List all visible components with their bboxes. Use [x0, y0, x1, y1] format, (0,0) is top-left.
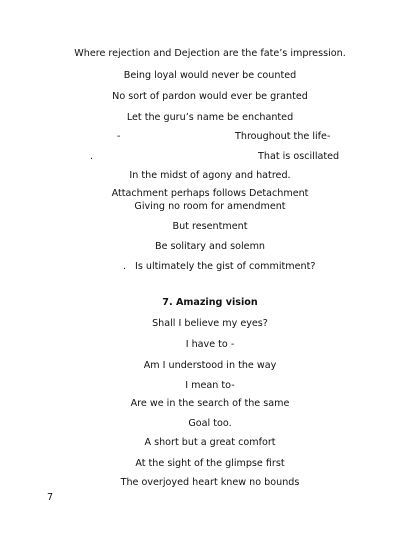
poem-line: Is ultimately the gist of commitment? [135, 261, 316, 272]
poem-line: Shall I believe my eyes? [152, 318, 268, 329]
poem-line: No sort of pardon would ever be granted [112, 91, 308, 102]
poem-line: Giving no room for amendment [134, 201, 286, 212]
poem-line: Let the guru’s name be enchanted [126, 112, 294, 123]
poem-line: Be solitary and solemn [154, 241, 265, 252]
poem-line: I mean to- [185, 380, 235, 391]
page-number: 7 [47, 492, 54, 503]
poem-line: The overjoyed heart knew no bounds [120, 477, 300, 488]
poem-line: Throughout the life- [235, 131, 331, 142]
poem-line: Goal too. [188, 418, 232, 429]
poem-line: That is oscillated [258, 151, 340, 162]
poem-line: Where rejection and Dejection are the fate’s impression. [74, 48, 346, 59]
poem-line: Are we in the search of the same [130, 398, 290, 409]
poem-line: A short but a great comfort [144, 437, 276, 448]
poem-line: But resentment [172, 221, 248, 232]
section-title: 7. Amazing vision [162, 297, 258, 308]
poem-line: In the midst of agony and hatred. [129, 170, 291, 181]
poem-line: Am I understood in the way [143, 360, 277, 371]
poem-line: At the sight of the glimpse first [135, 458, 285, 469]
poem-line: I have to - [185, 339, 235, 350]
line-marker: . [123, 261, 127, 272]
poem-line: Being loyal would never be counted [123, 70, 297, 81]
line-marker: . [90, 151, 94, 162]
poem-line: Attachment perhaps follows Detachment [111, 188, 309, 199]
line-marker: - [117, 131, 121, 142]
